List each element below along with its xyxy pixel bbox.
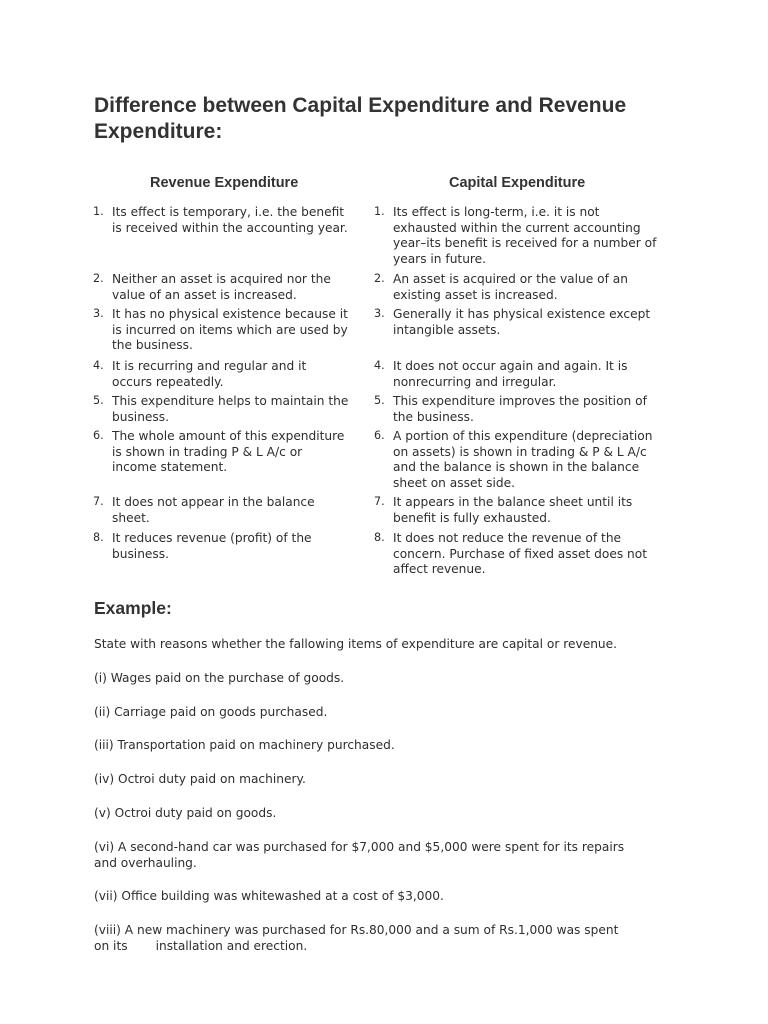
list-number: 1.: [374, 205, 385, 218]
example-intro: State with reasons whether the fallowing items of expenditure are capital or revenue.: [94, 637, 618, 651]
list-number: 6.: [93, 429, 104, 442]
list-number: 4.: [374, 359, 385, 372]
list-text-line: year–its benefit is received for a number of: [393, 236, 657, 251]
list-text: [393, 531, 647, 578]
list-number: 5.: [93, 394, 104, 407]
list-text-line: income statement.: [112, 460, 228, 475]
list-text-line: affect revenue.: [393, 562, 486, 577]
list-text-line: is shown in trading P & L A/c or: [112, 444, 303, 459]
list-number: 2.: [93, 272, 104, 285]
question-vi-line-2: and overhauling.: [94, 855, 197, 870]
list-text: [112, 359, 306, 390]
list-text-line: sheet.: [112, 510, 150, 525]
question-iii: (iii) Transportation paid on machinery purchased.: [94, 738, 395, 752]
example-heading: Example:: [94, 598, 172, 618]
question-vii: (vii) Office building was whitewashed at a cost of $3,000.: [94, 889, 444, 903]
list-number: 7.: [93, 495, 104, 508]
list-text: [393, 495, 632, 526]
list-text: [393, 205, 656, 267]
question-iv: (iv) Octroi duty paid on machinery.: [94, 772, 306, 786]
list-text-line: It appears in the balance sheet until its: [393, 495, 633, 509]
page-title: Difference between Capital Expenditure and Revenue Expenditure:: [94, 94, 627, 143]
list-text-line: Generally it has physical existence except: [393, 307, 651, 321]
list-text-line: the business.: [393, 409, 474, 424]
list-number: 1.: [93, 205, 104, 218]
list-number: 8.: [374, 531, 385, 544]
list-text: [112, 307, 348, 354]
list-number: 4.: [93, 359, 104, 372]
list-text-line: It is recurring and regular and it: [112, 359, 307, 373]
list-text-line: existing asset is increased.: [393, 287, 558, 302]
question-viii-line-1: (viii) A new machinery was purchased for Rs.80,000 and a sum of Rs.1,000 was spent: [94, 923, 619, 937]
list-text-line: business.: [112, 546, 169, 561]
list-text-line: A portion of this expenditure (depreciation: [393, 429, 653, 443]
question-ii: (ii) Carriage paid on goods purchased.: [94, 705, 328, 719]
list-text-line: This expenditure helps to maintain the: [112, 394, 349, 408]
list-text-line: concern. Purchase of fixed asset does not: [393, 546, 648, 561]
list-text-line: It reduces revenue (profit) of the: [112, 531, 312, 545]
list-text: [393, 394, 647, 425]
list-text-line: The whole amount of this expenditure: [112, 429, 345, 443]
list-text: [112, 531, 312, 562]
list-text-line: is received within the accounting year.: [112, 220, 348, 235]
list-number: 5.: [374, 394, 385, 407]
capital-column-heading: Capital Expenditure: [449, 175, 586, 191]
list-text-line: benefit is fully exhausted.: [393, 510, 551, 525]
question-viii-line-2b: installation and erection.: [155, 938, 308, 953]
list-text-line: is incurred on items which are used by: [112, 322, 348, 337]
question-viii: [94, 923, 684, 954]
list-number: 2.: [374, 272, 385, 285]
question-v: (v) Octroi duty paid on goods.: [94, 806, 277, 820]
list-text: [393, 307, 650, 338]
list-number: 6.: [374, 429, 385, 442]
list-text-line: It does not occur again and again. It is: [393, 359, 628, 373]
list-text: [112, 205, 348, 236]
list-text-line: sheet on asset side.: [393, 475, 515, 490]
question-viii-line-2a: on its: [94, 938, 128, 953]
list-text: [112, 272, 331, 303]
list-number: 7.: [374, 495, 385, 508]
list-text-line: Its effect is long-term, i.e. it is not: [393, 205, 600, 219]
question-i: (i) Wages paid on the purchase of goods.: [94, 671, 345, 685]
list-text-line: the business.: [112, 338, 193, 353]
list-text-line: This expenditure improves the position of: [393, 394, 647, 408]
list-text-line: An asset is acquired or the value of an: [393, 272, 628, 286]
list-text: [112, 394, 348, 425]
list-number: 3.: [93, 307, 104, 320]
list-number: 8.: [93, 531, 104, 544]
list-text-line: exhausted within the current accounting: [393, 220, 641, 235]
list-text: [393, 272, 628, 303]
list-number: 3.: [374, 307, 385, 320]
list-text: [112, 429, 344, 476]
revenue-column-heading: Revenue Expenditure: [150, 175, 299, 191]
question-vi-line-1: (vi) A second-hand car was purchased for $7,000 and $5,000 were spent for its repairs: [94, 840, 625, 854]
list-text-line: It does not reduce the revenue of the: [393, 531, 622, 545]
list-text-line: years in future.: [393, 251, 487, 266]
list-text-line: intangible assets.: [393, 322, 501, 337]
list-text-line: value of an asset is increased.: [112, 287, 297, 302]
list-text-line: nonrecurring and irregular.: [393, 374, 557, 389]
list-text-line: on assets) is shown in trading & P & L A/c: [393, 444, 647, 459]
list-text-line: and the balance is shown in the balance: [393, 460, 640, 475]
question-vi: [94, 840, 684, 871]
list-text-line: Its effect is temporary, i.e. the benefit: [112, 205, 345, 219]
list-text-line: Neither an asset is acquired nor the: [112, 272, 331, 286]
list-text: [112, 495, 315, 526]
list-text-line: It has no physical existence because it: [112, 307, 348, 321]
list-text-line: It does not appear in the balance: [112, 495, 315, 509]
list-text-line: occurs repeatedly.: [112, 374, 224, 389]
list-text-line: business.: [112, 409, 169, 424]
list-text: [393, 359, 627, 390]
list-text: [393, 429, 652, 491]
